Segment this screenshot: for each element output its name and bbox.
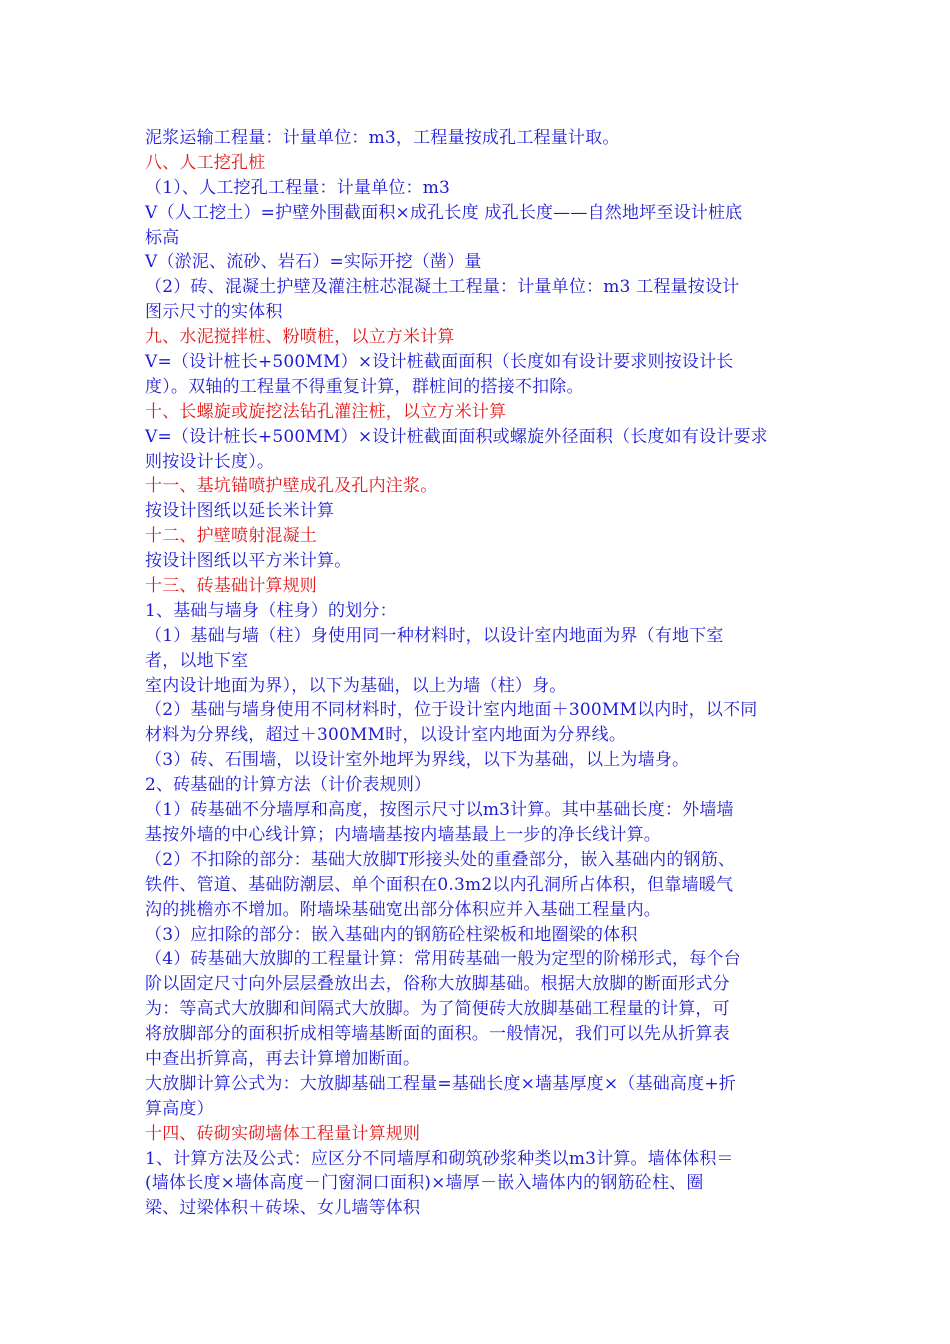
body-text-line: （3）应扣除的部分：嵌入基础内的钢筋砼柱梁板和地圈梁的体积 [145, 924, 638, 945]
body-text-line: 材料为分界线，超过＋300MM时，以设计室内地面为分界线。 [145, 725, 627, 746]
body-text-line: 梁、过梁体积＋砖垛、女儿墙等体积 [145, 1198, 421, 1219]
body-text-line: （3）砖、石围墙，以设计室外地坪为界线，以下为基础，以上为墙身。 [145, 750, 690, 771]
body-text-line: 大放脚计算公式为：大放脚基础工程量=基础长度×墙基厚度×（基础高度+折 [145, 1073, 736, 1094]
body-text-line: 图示尺寸的实体积 [145, 302, 283, 323]
body-text-line: V（淤泥、流砂、岩石）=实际开挖（凿）量 [145, 252, 482, 273]
body-text-line: 2、砖基础的计算方法（计价表规则） [145, 775, 432, 796]
section-heading: 八、人工挖孔桩 [145, 152, 266, 173]
body-text-line: 标高 [145, 227, 180, 248]
body-text-line: 沟的挑檐亦不增加。附墙垛基础宽出部分体积应并入基础工程量内。 [145, 899, 661, 920]
body-text-line: 按设计图纸以平方米计算。 [145, 551, 352, 572]
body-text-line: V=（设计桩长+500MM）×设计桩截面面积或螺旋外径面积（长度如有设计要求 [145, 426, 768, 447]
body-text-line: （1）、人工挖孔工程量：计量单位：m3 [145, 177, 451, 198]
body-text-line: 按设计图纸以延长米计算 [145, 501, 335, 522]
section-heading: 十二、护壁喷射混凝土 [145, 526, 317, 547]
body-text-line: 则按设计长度）。 [145, 451, 275, 472]
body-text-line: V=（设计桩长+500MM）×设计桩截面面积（长度如有设计要求则按设计长 [145, 352, 734, 373]
body-text-line: 为：等高式大放脚和间隔式大放脚。为了简便砖大放脚基础工程量的计算，可 [145, 999, 730, 1020]
body-text-line: 1、基础与墙身（柱身）的划分： [145, 600, 397, 621]
body-text-line: 基按外墙的中心线计算；内墙墙基按内墙基最上一步的净长线计算。 [145, 824, 661, 845]
section-heading: 十、长螺旋或旋挖法钻孔灌注桩，以立方米计算 [145, 401, 507, 422]
body-text-line: 者，以地下室 [145, 650, 249, 671]
body-text-line: 度）。双轴的工程量不得重复计算，群桩间的搭接不扣除。 [145, 376, 584, 397]
body-text-line: 中查出折算高，再去计算增加断面。 [145, 1048, 421, 1069]
body-text-line: （1）砖基础不分墙厚和高度，按图示尺寸以m3计算。其中基础长度：外墙墙 [145, 800, 734, 821]
body-text-line: （1）基础与墙（柱）身使用同一种材料时，以设计室内地面为界（有地下室 [145, 625, 724, 646]
document-page [145, 126, 810, 1221]
body-text-line: 室内设计地面为界），以下为基础，以上为墙（柱）身。 [145, 675, 567, 696]
section-heading: 十三、砖基础计算规则 [145, 576, 317, 597]
section-heading: 九、水泥搅拌桩、粉喷桩，以立方米计算 [145, 327, 455, 348]
body-text-line: 阶以固定尺寸向外层层叠放出去，俗称大放脚基础。根据大放脚的断面形式分 [145, 974, 730, 995]
body-text-line: (墙体长度×墙体高度－门窗洞口面积)×墙厚－嵌入墙体内的钢筋砼柱、圈 [145, 1173, 704, 1194]
body-text-line: （2）基础与墙身使用不同材料时，位于设计室内地面＋300MM以内时，以不同 [145, 700, 758, 721]
body-text-line: （4）砖基础大放脚的工程量计算：常用砖基础一般为定型的阶梯形式，每个台 [145, 949, 741, 970]
body-text-line: 1、计算方法及公式：应区分不同墙厚和砌筑砂浆种类以m3计算。墙体体积＝ [145, 1148, 734, 1169]
body-text-line: （2）不扣除的部分：基础大放脚T形接头处的重叠部分，嵌入基础内的钢筋、 [145, 849, 736, 870]
section-heading: 十四、砖砌实砌墙体工程量计算规则 [145, 1123, 421, 1144]
body-text-line: V（人工挖土）=护壁外围截面积×成孔长度 成孔长度——自然地坪至设计桩底 [145, 202, 743, 223]
body-text-line: 算高度） [145, 1098, 214, 1119]
body-text-line: （2）砖、混凝土护壁及灌注桩芯混凝土工程量：计量单位：m3 工程量按设计 [145, 277, 740, 298]
body-text-line: 泥浆运输工程量：计量单位：m3，工程量按成孔工程量计取。 [145, 128, 620, 148]
section-heading: 十一、基坑锚喷护壁成孔及孔内注浆。 [145, 476, 438, 497]
body-text-line: 铁件、管道、基础防潮层、单个面积在0.3m2以内孔洞所占体积，但靠墙暖气 [145, 874, 734, 895]
body-text-line: 将放脚部分的面积折成相等墙基断面的面积。一般情况，我们可以先从折算表 [145, 1024, 730, 1045]
